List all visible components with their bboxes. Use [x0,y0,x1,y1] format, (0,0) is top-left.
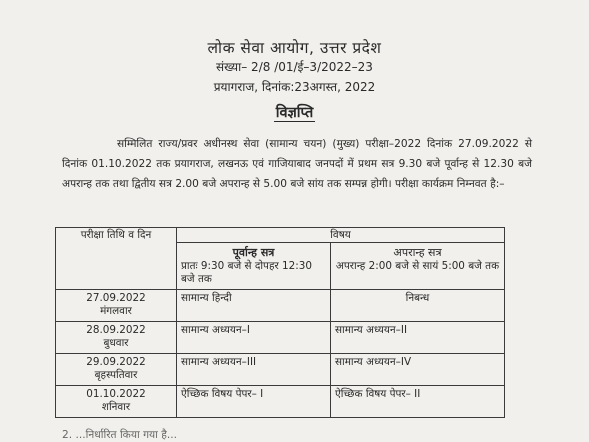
commission-name: लोक सेवा आयोग, उत्तर प्रदेश [207,39,382,57]
exam-day: शनिवार [101,401,131,413]
session1-subject: सामान्य अध्ययन–III [177,354,331,386]
session1-subject: सामान्य हिन्दी [177,290,331,322]
exam-date: 29.09.2022 [86,356,146,368]
session1-subject: सामान्य अध्ययन–I [177,322,331,354]
notice-paragraph: सम्मिलित राज्य/प्रवर अधीनस्थ सेवा (सामान्य चयन) (मुख्य) परीक्षा–2022 दिनांक 27.09.2022 से दिनांक 01.10.2022 तक प्रयागराज, लखनऊ एवं गाजियाबाद जनपदों में प्रथम सत्र 9.30 बजे पूर्वान्ह से 12.30 बजे अपरान्ह तक तथा द्वितीय सत्र 2.00 बजे अपरान्ह से 5.00 बजे सांय तक सम्पन्न होगी। परीक्षा कार्यक्रम निम्नवत है:– [62,138,532,190]
session2-subject: सामान्य अध्ययन–II [331,322,505,354]
exam-date: 27.09.2022 [86,292,146,304]
exam-day: बृहस्पतिवार [94,369,138,381]
date-cell [56,386,177,418]
exam-day: मंगलवार [100,305,132,317]
session1-cell [177,243,331,290]
session2-cell [331,243,505,290]
table-row [56,322,505,354]
reference-number: संख्या– 2/8 /01/ई–3/2022–23 [216,60,373,74]
session2-subject: सामान्य अध्ययन–IV [331,354,505,386]
header-date-cell: परीक्षा तिथि व दिन [56,228,177,290]
header-subject-cell: विषय [177,228,505,243]
exam-date: 28.09.2022 [86,324,146,336]
date-cell [56,322,177,354]
place-and-date: प्रयागराज, दिनांक:23अगस्त, 2022 [213,80,376,94]
session1-subject: ऐच्छिक विषय पेपर– I [177,386,331,418]
table-row [56,386,505,418]
table-row [56,290,505,322]
date-cell [56,290,177,322]
notice-heading-text: विज्ञप्ति [275,105,314,121]
session1-title: पूर्वान्ह सत्र [232,246,275,259]
session2-subject: ऐच्छिक विषय पेपर– II [331,386,505,418]
footer-partial-text: 2. ...निर्धारित किया गया है... [62,429,178,441]
table-header-row [56,228,505,243]
table-row [56,354,505,386]
exam-schedule-table [55,227,505,418]
session2-time: अपरान्ह 2:00 बजे से सायं 5:00 बजे तक [335,260,500,272]
session2-title: अपरान्ह सत्र [393,246,442,259]
notice-heading [0,102,589,122]
date-cell [56,354,177,386]
session1-time: प्रातः 9:30 बजे से दोपहर 12:30 बजे तक [181,260,312,285]
session2-subject: निबन्ध [331,290,505,322]
exam-date: 01.10.2022 [86,388,146,400]
exam-day: बुधवार [103,337,129,349]
